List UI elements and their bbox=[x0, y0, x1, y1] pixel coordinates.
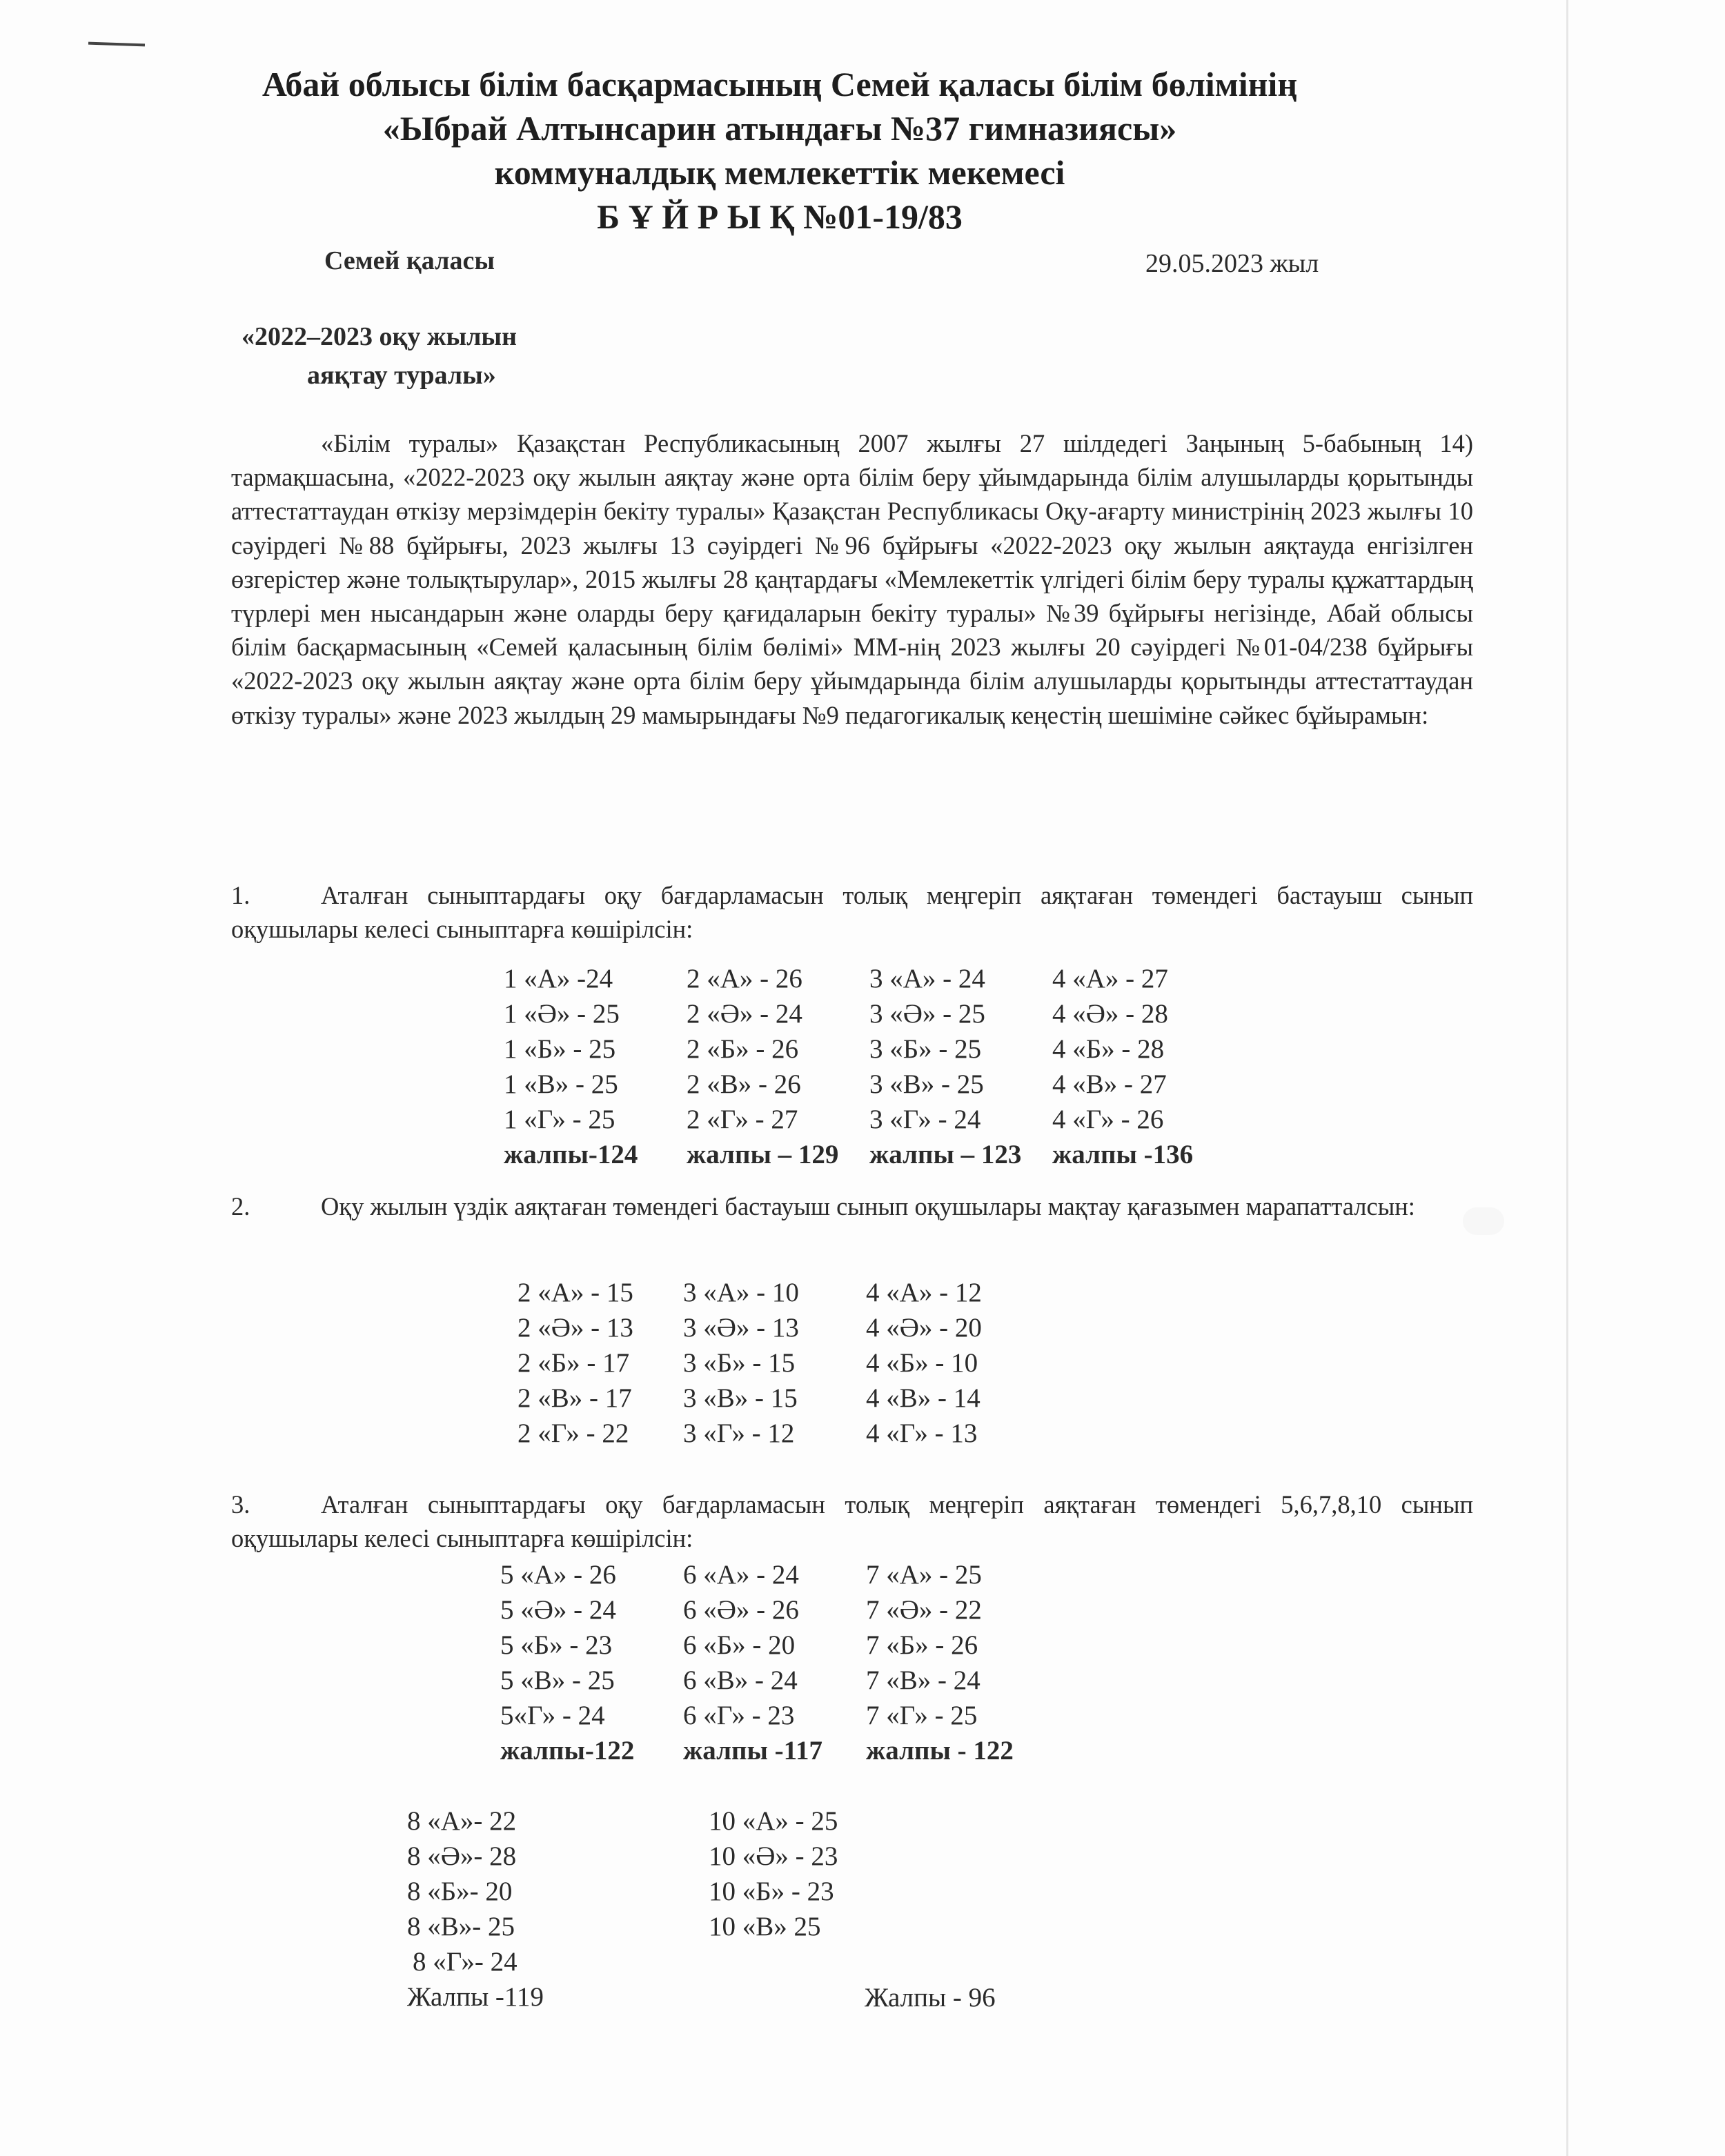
header-line-1: Абай облысы білім басқармасының Семей қаласы білім бөлімінің bbox=[262, 65, 1298, 103]
table-cell: 8 «А»- 22 bbox=[407, 1806, 517, 1836]
table-cell: 4 «А» - 12 bbox=[866, 1278, 982, 1307]
table-cell: 5 «Б» - 23 bbox=[500, 1630, 613, 1660]
table-cell: 10 «Б» - 23 bbox=[709, 1877, 834, 1906]
item-2-number: 2. bbox=[231, 1192, 250, 1220]
table-cell: 4 «В» - 14 bbox=[866, 1383, 980, 1413]
table-cell: 7 «А» - 25 bbox=[866, 1560, 982, 1590]
table-cell: 1 «В» - 25 bbox=[504, 1069, 618, 1099]
document-header bbox=[207, 62, 1352, 239]
table-cell: 2 «Г» - 27 bbox=[687, 1105, 798, 1134]
table-cell: 4 «Б» - 10 bbox=[866, 1348, 978, 1378]
table-cell: 2 «Ә» - 24 bbox=[687, 999, 802, 1029]
table-cell: 6 «А» - 24 bbox=[683, 1560, 799, 1590]
grade-10-total-block bbox=[865, 1980, 996, 2015]
corner-pen-mark bbox=[88, 42, 145, 47]
table-cell: 3 «Б» - 25 bbox=[869, 1034, 982, 1064]
item-3-paragraph bbox=[231, 1487, 1473, 1555]
table-total: жалпы-124 bbox=[504, 1140, 638, 1169]
table-cell: 1 «Г» - 25 bbox=[504, 1105, 615, 1134]
table-total: жалпы - 122 bbox=[866, 1736, 1014, 1766]
table-cell: 4 «Ә» - 20 bbox=[866, 1313, 982, 1343]
table-cell: 1 «Ә» - 25 bbox=[504, 999, 620, 1029]
table-cell: 4 «В» - 27 bbox=[1052, 1069, 1167, 1099]
table-cell: 7 «Б» - 26 bbox=[866, 1630, 978, 1660]
city-label: Семей қаласы bbox=[324, 246, 495, 275]
table-cell: 3 «В» - 15 bbox=[683, 1383, 798, 1413]
table-cell: 5«Г» - 24 bbox=[500, 1701, 605, 1730]
table-cell: 7 «В» - 24 bbox=[866, 1665, 980, 1695]
table-cell: 10 «В» 25 bbox=[709, 1912, 821, 1941]
table-total: жалпы – 129 bbox=[687, 1140, 839, 1169]
table-cell: 1 «Б» - 25 bbox=[504, 1034, 616, 1064]
table-grade-10 bbox=[709, 1803, 838, 1944]
table-cell: 2 «В» - 26 bbox=[687, 1069, 801, 1099]
table-cell: 6 «Г» - 23 bbox=[683, 1701, 795, 1730]
table-cell: 1 «А» -24 bbox=[504, 964, 613, 993]
order-subject bbox=[241, 317, 517, 395]
item-1-number: 1. bbox=[231, 881, 250, 909]
header-line-2: «Ыбрай Алтынсарин атындағы №37 гимназиясы» bbox=[382, 109, 1177, 148]
table-cell: 4 «А» - 27 bbox=[1052, 964, 1168, 993]
table-cell: 7 «Г» - 25 bbox=[866, 1701, 978, 1730]
table-cell: 8 «В»- 25 bbox=[407, 1912, 515, 1941]
table-total: жалпы -136 bbox=[1052, 1140, 1194, 1169]
table-cell: 6 «Ә» - 26 bbox=[683, 1595, 799, 1625]
table-cell: 4 «Б» - 28 bbox=[1052, 1034, 1165, 1064]
table-cell: 3 «А» - 24 bbox=[869, 964, 985, 993]
table-primary-transfer bbox=[504, 961, 1235, 1172]
table-total: Жалпы -119 bbox=[407, 1982, 544, 2012]
table-cell: 4 «Г» - 13 bbox=[866, 1418, 978, 1448]
order-number: Б Ұ Й Р Ы Қ №01-19/83 bbox=[597, 197, 963, 236]
table-total: Жалпы - 96 bbox=[865, 1983, 996, 2012]
table-cell: 3 «А» - 10 bbox=[683, 1278, 799, 1307]
table-cell: 10 «Ә» - 23 bbox=[709, 1841, 838, 1871]
table-middle-transfer bbox=[500, 1557, 1049, 1768]
item-2-text: Оқу жылын үздік аяқтаған төмендегі бастауыш сынып оқушылары мақтау қағазымен марапатталсын: bbox=[321, 1192, 1415, 1220]
table-grade-8 bbox=[407, 1803, 544, 2015]
table-cell: 8 «Ә»- 28 bbox=[407, 1841, 517, 1871]
table-cell: 3 «Ә» - 13 bbox=[683, 1313, 799, 1343]
item-1-text: Аталған сыныптардағы оқу бағдарламасын толық меңгеріп аяқтаған төмендегі бастауыш сынып оқушылары келесі сыныптарға көшірілсін: bbox=[231, 881, 1473, 944]
table-cell: 8 «Б»- 20 bbox=[407, 1877, 513, 1906]
table-cell: 5 «А» - 26 bbox=[500, 1560, 616, 1590]
table-cell: 2 «А» - 26 bbox=[687, 964, 802, 993]
table-total: жалпы – 123 bbox=[869, 1140, 1022, 1169]
table-cell: 10 «А» - 25 bbox=[709, 1806, 838, 1836]
table-cell: 3 «Ә» - 25 bbox=[869, 999, 985, 1029]
table-cell: 6 «Б» - 20 bbox=[683, 1630, 796, 1660]
table-cell: 2 «А» - 15 bbox=[518, 1278, 633, 1307]
table-cell: 2 «Ә» - 13 bbox=[518, 1313, 633, 1343]
table-cell: 5 «В» - 25 bbox=[500, 1665, 615, 1695]
table-cell: 4 «Ә» - 28 bbox=[1052, 999, 1168, 1029]
item-3-number: 3. bbox=[231, 1490, 250, 1519]
item-2-paragraph bbox=[231, 1189, 1473, 1223]
subject-line-1: «2022–2023 оқу жылын bbox=[241, 322, 517, 351]
table-cell: 2 «В» - 17 bbox=[518, 1383, 632, 1413]
table-cell: 3 «Г» - 12 bbox=[683, 1418, 795, 1448]
intro-paragraph: «Білім туралы» Қазақстан Республикасының 2007 жылғы 27 шілдедегі Заңының 5-бабының 14) тармақшасына, «2022-2023 оқу жылын аяқтау және орта білім беру ұйымдарында білім алушыларды қорытынды аттестаттаудан өткізу мерзімдерін бекіту туралы» Қазақстан Республикасы Оқу-ағарту министрінің 2023 жылғы 10 сәуірдегі №88 бұйрығы, 2023 жылғы 13 сәуірдегі №96 бұйрығы «2022-2023 оқу жылын аяқтауда енгізілген өзгерістер және толықтырулар», 2015 жылғы 28 қаңтардағы «Мемлекеттік үлгідегі білім беру туралы құжаттардың түрлері мен нысандарын және оларды беру қағидаларын бекіту туралы» №39 бұйрығы негізінде, Абай облысы білім басқармасының «Семей қаласының білім бөлімі» ММ-нің 2023 жылғы 20 сәуірдегі №01-04/238 бұйрығы «2022-2023 оқу жылын аяқтау және орта білім беру ұйымдарында білім алушыларды қорытынды аттестаттаудан өткізу туралы» және 2023 жылдың 29 мамырындағы №9 педагогикалық кеңестің шешіміне сәйкес бұйырамын: bbox=[231, 429, 1473, 729]
item-1-paragraph bbox=[231, 878, 1473, 946]
table-cell: 3 «Б» - 15 bbox=[683, 1348, 796, 1378]
order-date: 29.05.2023 жыл bbox=[1145, 249, 1319, 278]
table-cell: 8 «Г»- 24 bbox=[413, 1947, 518, 1977]
table-total: жалпы -117 bbox=[683, 1736, 823, 1766]
table-cell: 2 «Б» - 17 bbox=[518, 1348, 630, 1378]
table-cell: 6 «В» - 24 bbox=[683, 1665, 798, 1695]
item-3-text: Аталған сыныптардағы оқу бағдарламасын толық меңгеріп аяқтаған төмендегі 5,6,7,8,10 сынып оқушылары келесі сыныптарға көшірілсін: bbox=[231, 1490, 1473, 1553]
table-cell: 4 «Г» - 26 bbox=[1052, 1105, 1164, 1134]
table-cell: 2 «Г» - 22 bbox=[518, 1418, 629, 1448]
subject-line-2: аяқтау туралы» bbox=[307, 361, 496, 390]
header-line-3: коммуналдық мемлекеттік мекемесі bbox=[494, 153, 1065, 192]
table-cell: 3 «Г» - 24 bbox=[869, 1105, 981, 1134]
table-honors bbox=[518, 1275, 1032, 1451]
table-cell: 2 «Б» - 26 bbox=[687, 1034, 799, 1064]
table-cell: 3 «В» - 25 bbox=[869, 1069, 984, 1099]
table-cell: 5 «Ә» - 24 bbox=[500, 1595, 616, 1625]
page-edge bbox=[1566, 0, 1568, 2156]
table-total: жалпы-122 bbox=[500, 1736, 635, 1766]
table-cell: 7 «Ә» - 22 bbox=[866, 1595, 982, 1625]
